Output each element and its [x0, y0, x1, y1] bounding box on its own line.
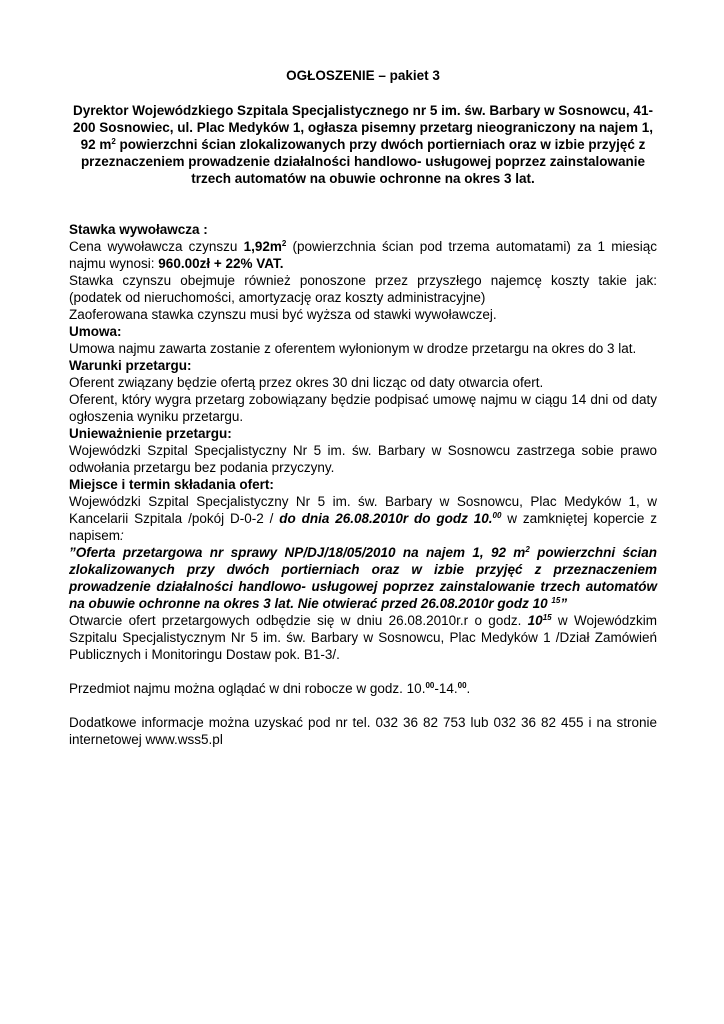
- warunki-text-1: Oferent związany będzie ofertą przez okres 30 dni licząc od daty otwarcia ofert.: [69, 375, 544, 390]
- stawka-text: Cena wywoławcza czynszu: [69, 239, 244, 254]
- spacer: [69, 663, 657, 680]
- przedmiot-period: .: [466, 681, 471, 696]
- dodatkowe-paragraph: Dodatkowe informacje można uzyskać pod nr tel. 032 36 82 753 lub 032 36 82 455 i na stronie internetowej www.wss5.pl: [69, 715, 657, 747]
- miejsce-colon: :: [120, 528, 124, 543]
- offer-sup-2: 15: [551, 596, 561, 605]
- opening-text-2: w Wojewódzkim Szpitalu Specjalistycznym Nr 5 im. św. Barbary w Sosnowcu, Plac Medyków 1 /Dział Zamówień Publicznych i Monitoringu Dostaw pok. B1-3/.: [69, 613, 657, 662]
- page-title: OGŁOSZENIE – pakiet 3: [286, 68, 440, 83]
- przedmiot-sup-2: 00: [457, 681, 467, 690]
- document-body: [69, 221, 657, 748]
- intro-superscript: 2: [111, 137, 116, 146]
- miejsce-deadline: do dnia 26.08.2010r do godz 10.: [279, 511, 493, 526]
- intro-text-end: powierzchni ścian zlokalizowanych przy dwóch portierniach oraz w izbie przyjęć z przeznaczeniem prowadzenie działalności handlowo- usługowej poprzez zainstalowanie trzech automatów na obuwie ochronne na okres 3 lat.: [80, 137, 646, 186]
- opening-text: Otwarcie ofert przetargowych odbędzie się w dniu 26.08.2010r.r o godz.: [69, 613, 528, 628]
- stawka-price-paragraph: [69, 238, 657, 272]
- stawka-area: 1,92m: [243, 239, 282, 254]
- miejsce-text: Wojewódzki Szpital Specjalistyczny Nr 5 im. św. Barbary w Sosnowcu, Plac Medyków 1, w Kancelarii Szpitala /pokój D-0-2 /: [69, 494, 657, 526]
- offer-text: ”Oferta przetargowa nr sprawy NP/DJ/18/05/2010 na najem 1, 92 m: [69, 545, 526, 560]
- intro-paragraph: [69, 102, 657, 187]
- umowa-heading: Umowa:: [69, 324, 122, 339]
- przedmiot-sup-1: 00: [425, 681, 435, 690]
- stawka-heading: Stawka wywoławcza :: [69, 222, 208, 237]
- przedmiot-text-2: -14.: [434, 681, 458, 696]
- miejsce-deadline-sup: 00: [492, 511, 502, 520]
- uniewaznienie-text: Wojewódzki Szpital Specjalistyczny Nr 5 im. św. Barbary w Sosnowcu zastrzega sobie prawo odwołania przetargu bez podania przyczyny.: [69, 443, 657, 475]
- warunki-heading: Warunki przetargu:: [69, 358, 192, 373]
- intro-text: Dyrektor Wojewódzkiego Szpitala Specjalistycznego nr 5 im. św. Barbary w Sosnowcu, 41-200 Sosnowiec, ul. Plac Medyków 1, ogłasza pisemny przetarg nieograniczony na najem 1, 92 m: [73, 103, 653, 152]
- offer-quote-end: ”: [560, 596, 568, 611]
- stawka-area-sup: 2: [281, 239, 287, 248]
- opening-paragraph: [69, 612, 657, 663]
- stawka-price: 960.00zł + 22% VAT.: [158, 256, 284, 271]
- offer-sup: 2: [525, 545, 530, 554]
- uniewaznienie-heading: Unieważnienie przetargu:: [69, 426, 232, 441]
- stawka-note: Zaoferowana stawka czynszu musi być wyższa od stawki wywoławczej.: [69, 307, 497, 322]
- offer-text-2: powierzchni ścian zlokalizowanych przy dwóch portierniach oraz w izbie przyjęć z przeznaczeniem prowadzenie działalności handlowo- usługowej poprzez zainstalowanie trzech automatów na obuwie ochronne na okres 3 lat. Nie otwierać przed 26.08.2010r godz 10: [69, 545, 657, 611]
- opening-time-sup: 15: [542, 613, 552, 622]
- przedmiot-paragraph: [69, 680, 657, 697]
- przedmiot-text: Przedmiot najmu można oglądać w dni robocze w godz. 10.: [69, 681, 426, 696]
- miejsce-text-2: w zamkniętej kopercie z napisem: [69, 511, 657, 543]
- miejsce-paragraph: [69, 493, 657, 544]
- opening-time: 10: [527, 613, 543, 628]
- warunki-text-2: Oferent, który wygra przetarg zobowiązany będzie podpisać umowę najmu w ciągu 14 dni od daty ogłoszenia wyniku przetargu.: [69, 392, 657, 424]
- stawka-costs-paragraph: Stawka czynszu obejmuje również ponoszone przez przyszłego najemcę koszty takie jak: (podatek od nieruchomości, amortyzację oraz koszty administracyjne): [69, 273, 657, 305]
- offer-label: [69, 544, 657, 612]
- stawka-text-2: (powierzchnia ścian pod trzema automatami) za 1 miesiąc najmu wynosi:: [69, 239, 657, 271]
- spacer: [69, 697, 657, 714]
- miejsce-heading: Miejsce i termin składania ofert:: [69, 477, 274, 492]
- umowa-text: Umowa najmu zawarta zostanie z oferentem wyłonionym w drodze przetargu na okres do 3 lat.: [69, 341, 637, 356]
